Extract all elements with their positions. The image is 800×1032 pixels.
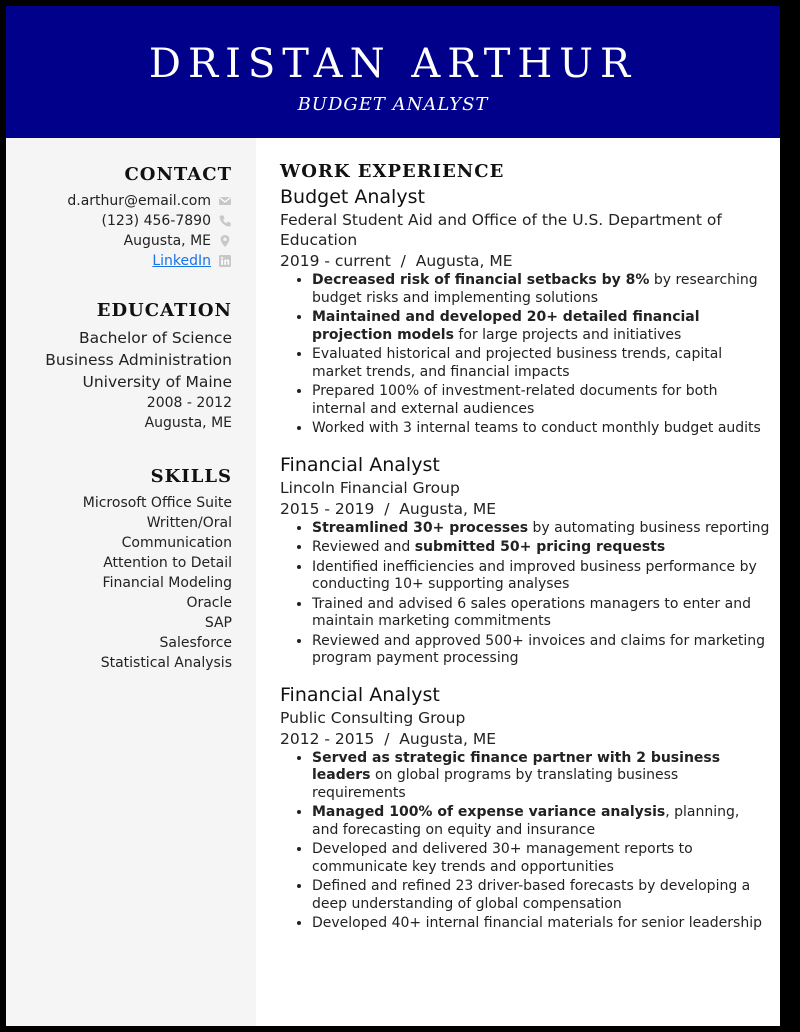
bullet-text: Reviewed and approved 500+ invoices and claims for marketing program payment processing: [312, 632, 766, 666]
job-bullet: [312, 272, 770, 307]
skill-item: SAP: [204, 615, 232, 631]
envelope-icon: [218, 194, 232, 208]
skill-item: Microsoft Office Suite: [82, 495, 232, 511]
skill-item: Written/Oral: [146, 515, 232, 531]
bullet-bold: Streamlined 30+ processes: [312, 519, 529, 536]
job-title: Financial Analyst: [280, 683, 440, 706]
education-degree: Bachelor of Science: [78, 329, 232, 347]
skill-item: Oracle: [186, 595, 232, 611]
job-bullet: [312, 420, 770, 438]
job-bullet: [312, 915, 770, 933]
skill-item: Attention to Detail: [103, 555, 232, 571]
job-meta: 2019 - current / Augusta, ME: [280, 252, 513, 270]
job-bullet: [312, 346, 770, 381]
candidate-name: DRISTAN ARTHUR: [148, 41, 638, 87]
sidebar: [6, 138, 256, 1026]
phone-icon: [218, 214, 232, 228]
job-entry: [280, 452, 770, 668]
job-bullet: [312, 804, 770, 839]
job-bullet: [312, 878, 770, 913]
bullet-bold: Maintained and developed 20+ detailed financial projection models: [312, 309, 700, 343]
skills-section: [83, 466, 232, 673]
job-bullet: [312, 309, 770, 344]
bullet-text: on global programs by translating business requirements: [312, 767, 679, 801]
skill-item: Statistical Analysis: [100, 655, 232, 671]
bullet-text: Prepared 100% of investment-related documents for both internal and external audiences: [312, 383, 718, 417]
contact-linkedin: [67, 251, 232, 271]
bullet-bold: Served as strategic finance partner with 2 business leaders: [312, 749, 721, 783]
education-section: [45, 300, 232, 433]
bullet-text: Developed 40+ internal financial materials for senior leadership: [312, 915, 762, 931]
bullet-text: Worked with 3 internal teams to conduct monthly budget audits: [312, 420, 761, 436]
resume-header: [6, 6, 780, 138]
job-bullet: [312, 539, 770, 557]
bullet-text: Developed and delivered 30+ management reports to communicate key trends and opportunities: [312, 841, 693, 875]
location-pin-icon: [218, 234, 232, 248]
location-text: Augusta, ME: [123, 233, 211, 249]
contact-heading: CONTACT: [124, 164, 232, 185]
bullet-text: by automating business reporting: [528, 519, 770, 536]
job-meta: 2015 - 2019 / Augusta, ME: [280, 499, 497, 518]
job-title: Budget Analyst: [280, 186, 425, 208]
education-major: Business Administration: [45, 351, 232, 369]
bullet-text: Trained and advised 6 sales operations managers to enter and maintain marketing commitments: [312, 595, 751, 629]
bullet-text: by researching budget risks and implementing solutions: [312, 272, 758, 306]
job-bullet: [312, 596, 770, 631]
job-bullets: [280, 520, 770, 668]
bullet-bold: Managed 100% of expense variance analysis: [312, 804, 666, 820]
job-bullets: [280, 750, 770, 933]
skill-item: Salesforce: [159, 635, 232, 651]
bullet-text: Evaluated historical and projected business trends, capital market trends, and financial impacts: [312, 346, 723, 380]
job-dates: 2019 - current: [280, 252, 391, 270]
job-company: Federal Student Aid and Office of the U.S. Department of Education: [280, 211, 722, 249]
bullet-text: Defined and refined 23 driver-based forecasts by developing a deep understanding of global compensation: [312, 878, 751, 912]
job-location: Augusta, ME: [415, 252, 513, 270]
education-heading: EDUCATION: [96, 300, 232, 321]
job-dates: 2012 - 2015: [280, 729, 375, 748]
job-bullet: [312, 520, 770, 538]
bullet-text: for large projects and initiatives: [453, 326, 682, 343]
main-content: [280, 161, 770, 947]
email-text: d.arthur@email.com: [67, 193, 211, 209]
job-dates: 2015 - 2019: [280, 499, 375, 518]
bullet-text: , planning, and forecasting on equity and insurance: [312, 804, 740, 838]
job-entry: [280, 184, 770, 438]
bullet-text: Reviewed and: [312, 539, 415, 555]
job-location: Augusta, ME: [399, 499, 497, 518]
skill-item: Communication: [121, 535, 232, 551]
skills-heading: SKILLS: [150, 466, 232, 487]
bullet-bold: submitted 50+ pricing requests: [414, 539, 666, 555]
skill-item: Financial Modeling: [102, 575, 232, 591]
job-entry: [280, 682, 770, 933]
work-experience-heading: WORK EXPERIENCE: [280, 161, 505, 182]
resume-page: [6, 6, 780, 1026]
contact-email: [67, 191, 232, 211]
linkedin-link[interactable]: LinkedIn: [152, 253, 211, 269]
education-location: Augusta, ME: [144, 415, 232, 431]
job-meta: 2012 - 2015 / Augusta, ME: [280, 729, 497, 748]
job-title: Financial Analyst: [280, 453, 440, 476]
contact-phone: [67, 211, 232, 231]
job-company: Public Consulting Group: [280, 708, 466, 727]
contact-location: [67, 231, 232, 251]
job-bullet: [312, 559, 770, 594]
education-school: University of Maine: [82, 373, 232, 391]
job-bullets: [280, 272, 770, 438]
contact-section: [67, 164, 232, 271]
candidate-role: BUDGET ANALYST: [297, 94, 489, 115]
job-bullet: [312, 841, 770, 876]
bullet-text: Identified inefficiencies and improved business performance by conducting 10+ supporting analyses: [312, 558, 757, 592]
education-dates: 2008 - 2012: [146, 395, 232, 411]
job-company: Lincoln Financial Group: [280, 478, 460, 497]
job-bullet: [312, 750, 770, 803]
linkedin-icon: [218, 254, 232, 268]
phone-text: (123) 456-7890: [101, 213, 211, 229]
job-bullet: [312, 633, 770, 668]
bullet-bold: Decreased risk of financial setbacks by 8%: [312, 272, 650, 288]
job-location: Augusta, ME: [399, 729, 497, 748]
job-bullet: [312, 383, 770, 418]
